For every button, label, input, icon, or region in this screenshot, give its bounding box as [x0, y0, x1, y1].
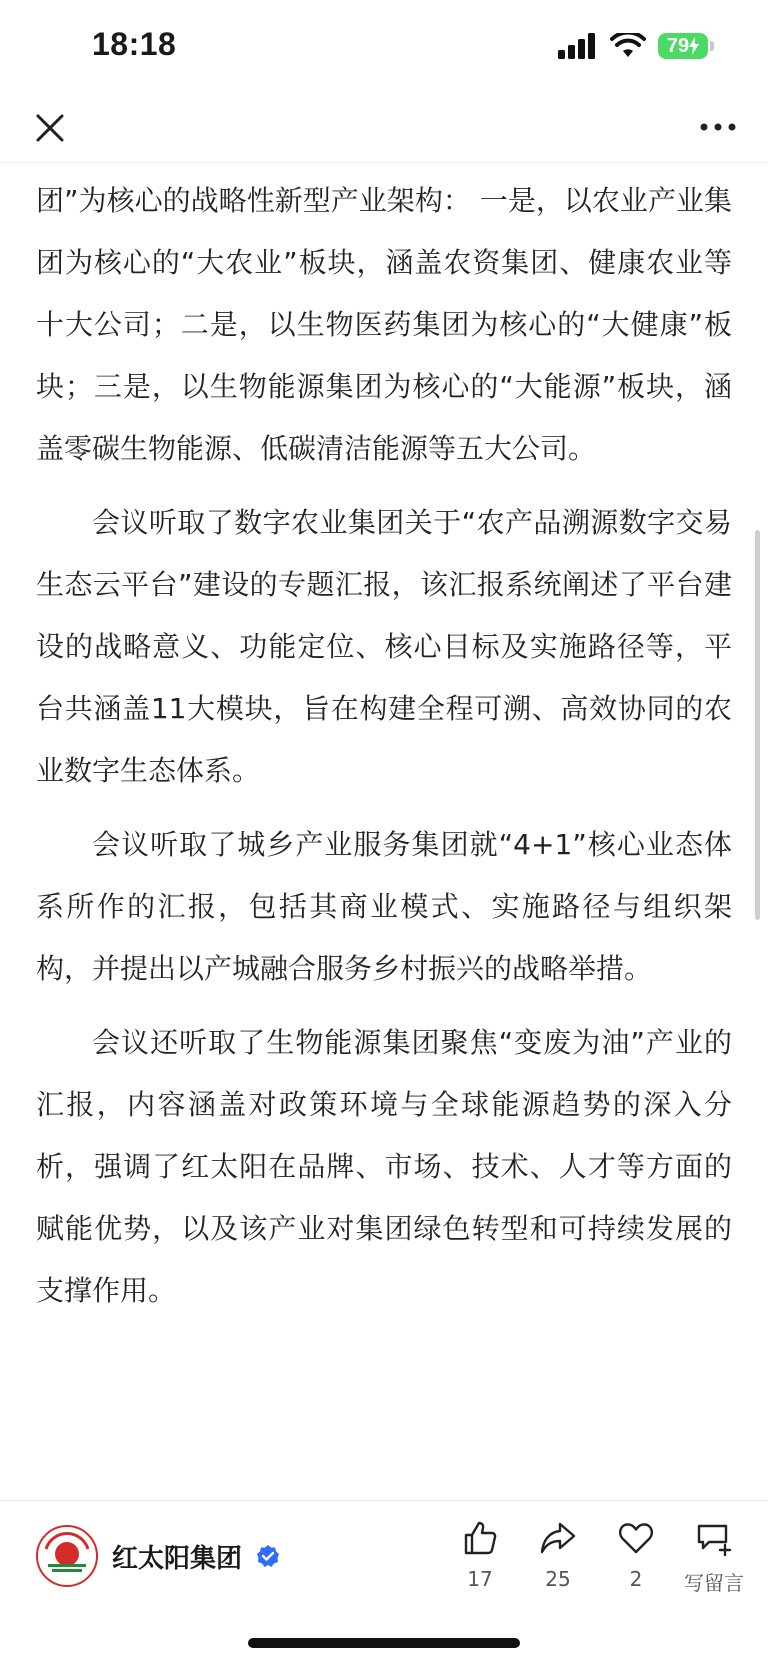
account-info[interactable]	[36, 1525, 280, 1587]
write-comment-button[interactable]	[684, 1519, 744, 1596]
article-paragraph: 团”为核心的战略性新型产业架构： 一是，以农业产业集团为核心的“大农业”板块，涵盖农资集团、健康农业等十大公司；二是，以生物医药集团为核心的“大健康”板块；三是，以生物能源集团为核心的“大能源”板块，涵盖零碳生物能源、低碳清洁能源等五大公司。	[36, 184, 732, 465]
battery-level: 79	[666, 34, 690, 57]
brand-logo-icon	[38, 1527, 96, 1585]
like-button[interactable]	[450, 1519, 510, 1596]
article-body	[36, 130, 732, 1410]
write-comment-label: 写留言	[684, 1571, 744, 1595]
avatar[interactable]	[36, 1525, 98, 1587]
status-bar	[0, 0, 768, 90]
share-arrow-icon	[539, 1519, 577, 1557]
nav-bar	[0, 90, 768, 163]
home-indicator[interactable]	[248, 1638, 520, 1648]
verified-badge-icon	[256, 1544, 280, 1568]
battery-indicator	[658, 33, 708, 59]
thumbs-up-icon	[461, 1519, 499, 1557]
action-buttons	[450, 1519, 744, 1596]
charging-bolt-icon	[689, 37, 699, 55]
status-time: 18:18	[92, 26, 177, 62]
article-paragraph: 会议听取了数字农业集团关于“农产品溯源数字交易生态云平台”建设的专题汇报，该汇报系统阐述了平台建设的战略意义、功能定位、核心目标及实施路径等，平台共涵盖11大模块，旨在构建全程可溯、高效协同的农业数字生态体系。	[36, 506, 732, 787]
bottom-action-bar	[0, 1500, 768, 1601]
share-button[interactable]	[528, 1519, 588, 1596]
article-paragraph: 会议还听取了生物能源集团聚焦“变废为油”产业的汇报，内容涵盖对政策环境与全球能源趋势的深入分析，强调了红太阳在品牌、市场、技术、人才等方面的赋能优势，以及该产业对集团绿色转型和可持续发展的支撑作用。	[36, 1026, 732, 1307]
more-dots-icon[interactable]	[698, 112, 738, 142]
share-count: 25	[545, 1567, 571, 1591]
article-paragraph: 会议听取了城乡产业服务集团就“4+1”核心业态体系所作的汇报，包括其商业模式、实施路径与组织架构，并提出以产城融合服务乡村振兴的战略举措。	[36, 828, 732, 985]
heart-icon	[617, 1519, 655, 1557]
favorite-button[interactable]	[606, 1519, 666, 1596]
comment-add-icon	[695, 1519, 733, 1557]
battery-tip	[710, 41, 714, 51]
scrollbar[interactable]	[755, 530, 760, 920]
signal-icon	[558, 33, 598, 59]
close-icon[interactable]	[30, 108, 70, 148]
account-name[interactable]: 红太阳集团	[112, 1543, 243, 1574]
like-count: 17	[467, 1567, 493, 1591]
wifi-icon	[610, 33, 646, 59]
favorite-count: 2	[629, 1567, 643, 1591]
status-icons	[558, 32, 708, 60]
